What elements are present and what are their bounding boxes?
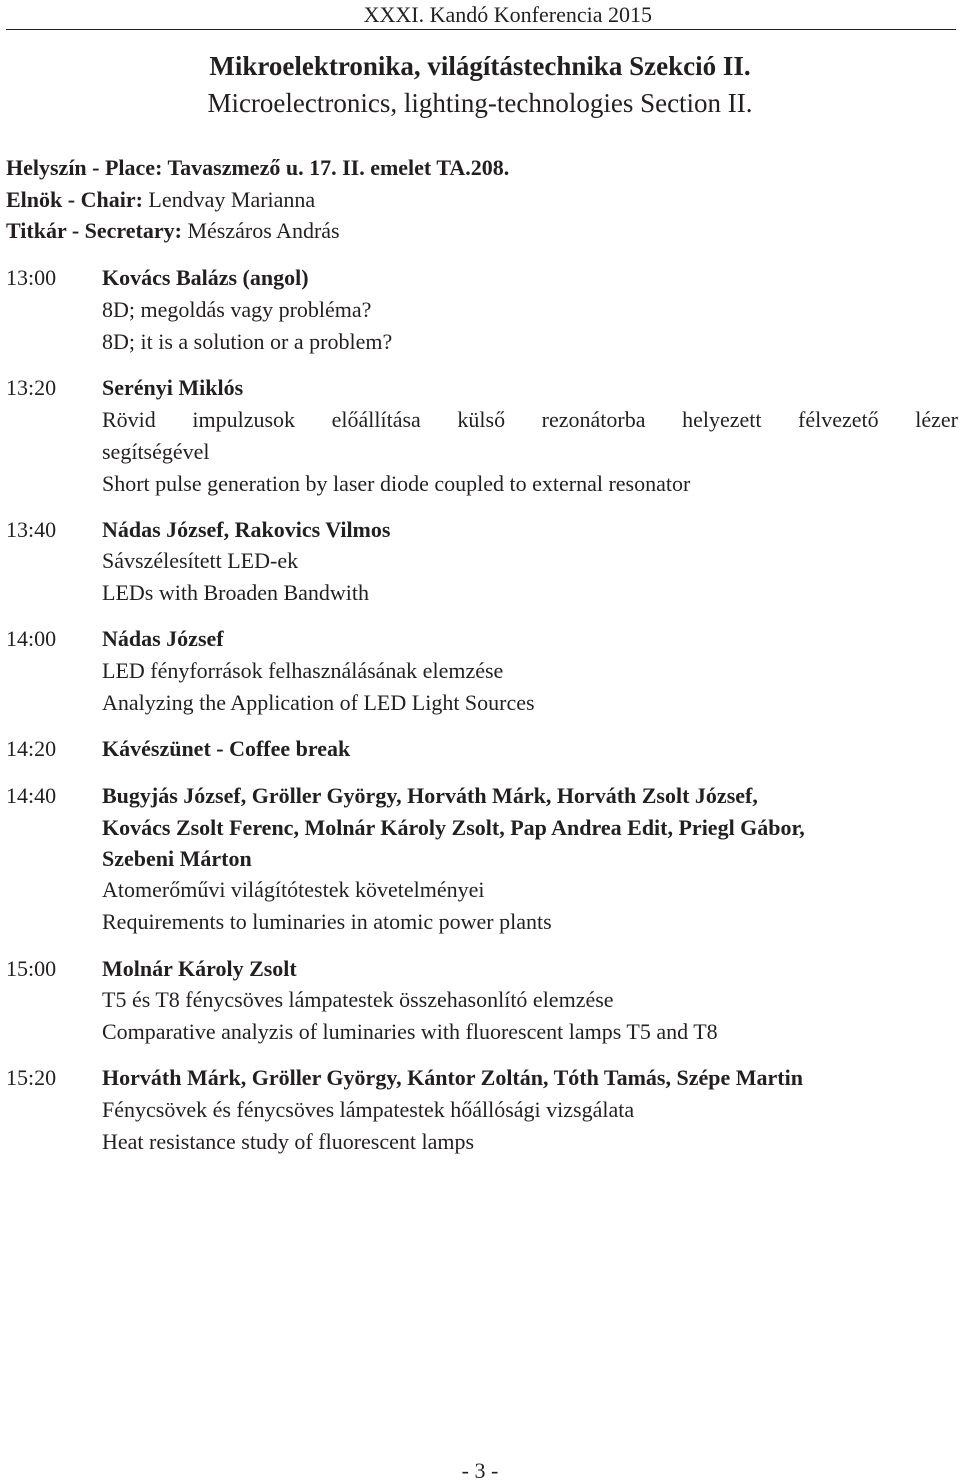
presentation-title-english: Comparative analyzis of luminaries with fluorescent lamps T5 and T8	[102, 1019, 718, 1044]
presentation-authors-continued: Kovács Zsolt Ferenc, Molnár Károly Zsolt, Pap Andrea Edit, Priegl Gábor,	[102, 815, 805, 840]
presentation-title-english: 8D; it is a solution or a problem?	[102, 329, 393, 354]
presentation-title-hungarian: Fénycsövek és fénycsöves lámpatestek hőállósági vizsgálata	[102, 1097, 635, 1122]
presentation-title-hungarian: Sávszélesített LED-ek	[102, 548, 299, 573]
presentation-authors: Nádas József	[102, 626, 224, 651]
presentation-title-english: Analyzing the Application of LED Light Sources	[102, 690, 535, 715]
presentation-title-hungarian: Rövid impulzusok előállítása külső rezonátorba helyezett félvezető lézer	[102, 407, 958, 432]
schedule-time: 14:40	[6, 783, 57, 808]
schedule-time: 14:00	[6, 626, 57, 651]
presentation-authors: Kovács Balázs (angol)	[102, 265, 309, 290]
presentation-title-hungarian: 8D; megoldás vagy probléma?	[102, 297, 372, 322]
presentation-authors: Bugyjás József, Gröller György, Horváth Márk, Horváth Zsolt József,	[102, 783, 758, 808]
session-chair	[6, 187, 315, 213]
schedule-time: 14:20	[6, 736, 57, 761]
secretary-label: Titkár - Secretary:	[6, 218, 188, 243]
section-title-english: Microelectronics, lighting-technologies Section II.	[207, 88, 753, 118]
running-header: XXXI. Kandó Konferencia 2015	[363, 2, 652, 27]
session-place: Helyszín - Place: Tavaszmező u. 17. II. emelet TA.208.	[6, 155, 510, 180]
section-title-hungarian: Mikroelektronika, világítástechnika Szekció II.	[209, 51, 751, 81]
presentation-title-english: Heat resistance study of fluorescent lamps	[102, 1129, 475, 1154]
chair-name: Lendvay Marianna	[148, 187, 316, 212]
coffee-break-label: Kávészünet - Coffee break	[102, 736, 351, 761]
presentation-title-hungarian: Atomerőművi világítótestek követelményei	[102, 877, 485, 902]
chair-label: Elnök - Chair:	[6, 187, 149, 212]
schedule-time: 13:00	[6, 265, 57, 290]
presentation-title-hungarian-continued: segítségével	[102, 439, 210, 464]
presentation-title-english: LEDs with Broaden Bandwith	[102, 580, 370, 605]
header-divider	[6, 29, 956, 30]
presentation-authors-continued: Szebeni Márton	[102, 846, 252, 871]
schedule-time: 15:00	[6, 956, 57, 981]
presentation-authors: Molnár Károly Zsolt	[102, 956, 297, 981]
schedule-time: 13:40	[6, 517, 57, 542]
presentation-title-hungarian: LED fényforrások felhasználásának elemzése	[102, 658, 504, 683]
session-secretary	[6, 218, 340, 244]
presentation-authors: Horváth Márk, Gröller György, Kántor Zoltán, Tóth Tamás, Szépe Martin	[102, 1065, 803, 1090]
secretary-name: Mészáros András	[187, 218, 340, 243]
presentation-authors: Serényi Miklós	[102, 375, 244, 400]
schedule-time: 13:20	[6, 375, 57, 400]
presentation-title-english: Requirements to luminaries in atomic power plants	[102, 909, 552, 934]
schedule-time: 15:20	[6, 1065, 57, 1090]
presentation-title-hungarian: T5 és T8 fénycsöves lámpatestek összehasonlító elemzése	[102, 987, 614, 1012]
presentation-title-english: Short pulse generation by laser diode coupled to external resonator	[102, 471, 691, 496]
presentation-authors: Nádas József, Rakovics Vilmos	[102, 517, 391, 542]
page-number: - 3 -	[461, 1458, 499, 1483]
